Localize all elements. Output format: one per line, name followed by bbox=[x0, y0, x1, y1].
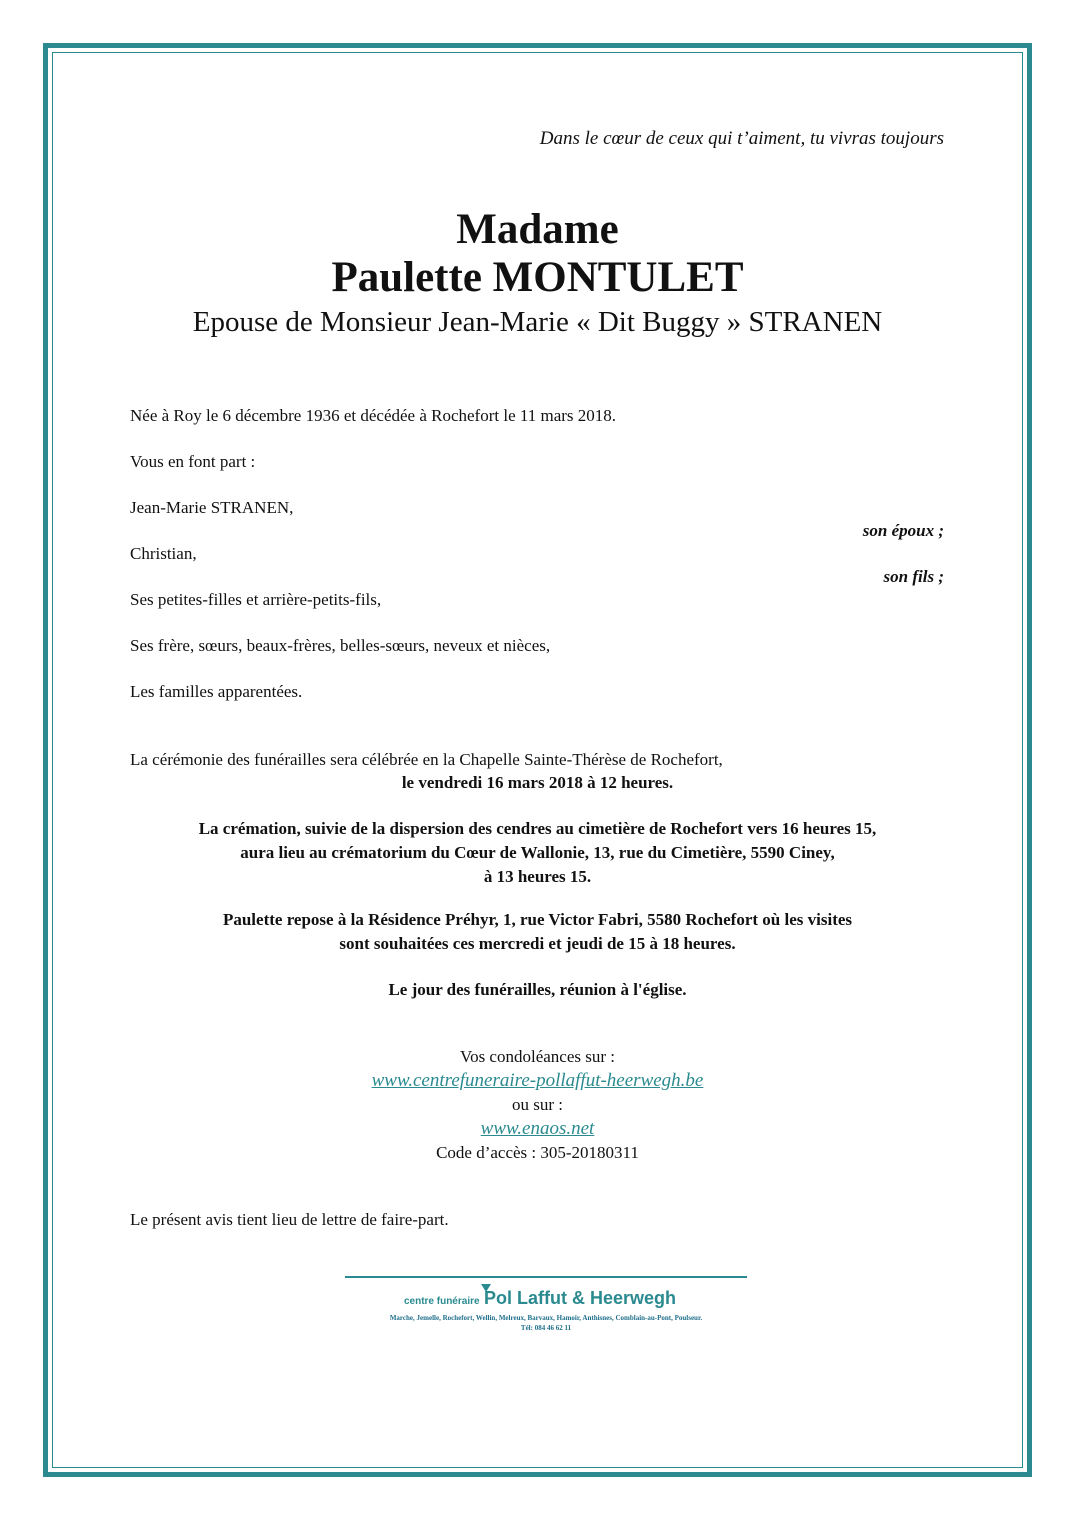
condolences-block bbox=[0, 1045, 1075, 1165]
logo-small-text: centre funéraire bbox=[403, 1296, 480, 1307]
condolences-intro: Vos condoléances sur : bbox=[459, 1047, 616, 1066]
title-subtitle: Epouse de Monsieur Jean-Marie « Dit Buggy » STRANEN bbox=[192, 306, 883, 338]
family-member-siblings: Ses frère, sœurs, beaux-frères, belles-sœurs, neveux et nièces, bbox=[130, 636, 551, 655]
family-role-son: son fils ; bbox=[883, 567, 944, 586]
condolences-or: ou sur : bbox=[512, 1095, 563, 1114]
visit-block bbox=[0, 908, 1075, 956]
family-member-son: Christian, bbox=[130, 544, 197, 563]
logo-name: Pol Laffut & Heerwegh bbox=[484, 1288, 677, 1308]
cremation-line2: aura lieu au crématorium du Cœur de Wallonie, 13, rue du Cimetière, 5590 Ciney, bbox=[240, 843, 835, 862]
logo-phone: Tél: 084 46 62 11 bbox=[520, 1324, 572, 1332]
reunion-line: Le jour des funérailles, réunion à l'église. bbox=[388, 980, 687, 999]
ceremony-line1: La cérémonie des funérailles sera célébrée en la Chapelle Sainte-Thérèse de Rochefort, bbox=[130, 750, 723, 769]
condolences-link-enaos[interactable]: www.enaos.net bbox=[480, 1118, 595, 1139]
ceremony-date: le vendredi 16 mars 2018 à 12 heures. bbox=[401, 773, 674, 792]
cremation-line1: La crémation, suivie de la dispersion des cendres au cimetière de Rochefort vers 16 heures 15, bbox=[198, 819, 877, 838]
funeral-home-logo bbox=[345, 1276, 747, 1340]
condolences-link-pollaffut[interactable]: www.centrefuneraire-pollaffut-heerwegh.be bbox=[371, 1070, 704, 1091]
title-block bbox=[0, 206, 1075, 340]
visit-line2: sont souhaitées ces mercredi et jeudi de 15 à 18 heures. bbox=[339, 934, 736, 953]
title-madame: Madame bbox=[456, 206, 619, 253]
condolences-code: Code d’accès : 305-20180311 bbox=[436, 1143, 639, 1162]
logo-towns: Marche, Jemelle, Rochefort, Wellin, Melreux, Barvaux, Hamoir, Anthisnes, Comblain-au-Pont, Poulseur. bbox=[389, 1314, 703, 1322]
family-role-spouse: son époux ; bbox=[862, 521, 944, 540]
visit-line1: Paulette repose à la Résidence Préhyr, 1, rue Victor Fabri, 5580 Rochefort où les visites bbox=[222, 910, 853, 929]
family-member-relatives: Les familles apparentées. bbox=[130, 682, 303, 701]
title-name: Paulette MONTULET bbox=[331, 254, 744, 301]
birth-death-line: Née à Roy le 6 décembre 1936 et décédée à Rochefort le 11 mars 2018. bbox=[130, 406, 617, 425]
faire-part-notice: Le présent avis tient lieu de lettre de faire-part. bbox=[130, 1210, 449, 1229]
logo-divider bbox=[345, 1276, 747, 1278]
epigraph: Dans le cœur de ceux qui t’aiment, tu vivras toujours bbox=[539, 128, 944, 149]
cremation-line3: à 13 heures 15. bbox=[483, 867, 592, 886]
cremation-block bbox=[0, 817, 1075, 889]
family-member-spouse: Jean-Marie STRANEN, bbox=[130, 498, 294, 517]
family-member-grandchildren: Ses petites-filles et arrière-petits-fils, bbox=[130, 590, 382, 609]
announce-intro: Vous en font part : bbox=[130, 452, 256, 471]
